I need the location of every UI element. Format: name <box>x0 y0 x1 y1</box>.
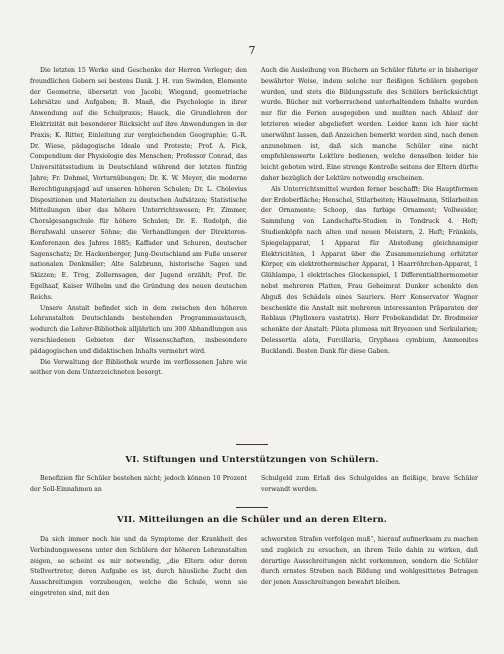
paragraph-program-exchange: Unsere Anstalt befindet sich in dem zwischen den höheren Lehranstalten Deutschlands bestehenden Programmaustausch, wodurch die Lehrer-Bibliothek alljährlich um 300 Abhandlungen aus verschiedenen Gebieten der Wissenschaften, insbesondere pädagogischen und didaktischen Inhalts vermehrt wird. <box>30 304 247 355</box>
section-vii-body <box>30 535 478 643</box>
section-divider <box>236 444 268 445</box>
paragraph-teaching-aids: Als Unterrichtsmittel wurden ferner beschafft: Die Hauptformen der Erdoberfläche; Henschel, Stilarbeiten; Häuselmann, Stilarbeiten der Ornamente; Schoop, das farbige Ornament; Vollweider, Sammlung von Landschafts-Studien in Tondruck 4. Heft; Studienköpfe nach alten und neuen Meistern, 2. Heft; Fränkels, Spiegelapparat, 1 Apparat für Abstoßung gleichnamiger Elektricitäten, 1 Apparat über die Zusammenziehung erhitzter Körper, ein elektrothermischer Apparat, 1 Haarröhrchen-Apparat, 1 Glühlampe, 1 elektrisches Glockenspiel, 1 Differentialthermometer nebst mehreren Platten, Frau Geheimrat Dunker schenkte den Abguß des Schädels eines Sauriers. Herr Konservator Wagner beschenkte die Anstalt mit mehreren interessanten Präparaten der Reblaus (Phylloxera vastatrix). Herr Probekandidat Dr. Brodmeier schenkte der Anstalt: Pilota plumosa mit Bryozoen und Serkularien; Delessertia alata, Furcillaria, Gryphaea cymbium, Ammonites Bucklandi. Besten Dank für diese Gaben. <box>261 185 478 355</box>
left-column <box>30 66 247 438</box>
left-column <box>30 474 247 500</box>
right-column <box>261 66 478 438</box>
paragraph-benefits-cont: Schulgeld zum Erlaß des Schulgeldes an fleißige, brave Schüler verwandt werden. <box>261 475 478 493</box>
paragraph-lending: Auch die Ausleihung von Büchern an Schüler führte er in bisheriger bewährter Weise, indem solche nur fleißigen Schülern gegeben wurden, und stets die Bildungsstufe des Schülers berücksichtigt wurde. Bücher mit vorherrschend unterhaltendem Inhalte wurden nur für die Ferien ausgegeben und mußten nach Ablauf der letzteren wieder abgeliefert werden. Leider kann ich hier nicht unerwähnt lassen, daß Anzeichen bemerkt worden sind, nach denen anzunehmen ist, daß sich manche Schüler eine nicht empfehlenswerte Lektüre bedienen, welche denselben leider hie leicht geboten wird. Eine strenge Kontrolle seitens der Eltern dürfte daher bezüglich der Lektüre notwendig erscheinen. <box>261 67 478 182</box>
paragraph-gifts: Die letzten 15 Werke sind Geschenke der Herren Verleger; den freundlichen Gebern sei bestens Dank. J. H. van Swinden, Elemente der Geometrie, übersetzt von Jacobi; Wiegand, geometrische Lehrsätze und Aufgaben; B. Maaß, die Psychologie in ihrer Anwendung auf die Schulpraxis; Hauck, die Grundlehren der Elektrizität mit besonderer Rücksicht auf ihre Anwendungen in der Praxis; K. Ritter, Einleitung zur vergleichenden Geographie; G.-R. Dr. Wiese, pädagogische Ideale und Proteste; Prof. A. Fick, Compendium der Physiologie des Menschen; Professor Conrad, das Universitätsstudium in Deutschland während der letzten fünfzig Jahre; Fr. Dohmel, Vorturnübungen; Dr. K. W. Meyer, die moderne Berechtigungsjagd auf unseren höheren Schulen; Dr. L. Cholevius Dispositionen und Materialien zu deutschen Aufsätzen; Statistische Mitteilungen über das höhere Unterrichtswesen; Fr. Zimmer, Choralgesangschule für höhere Schulen; Dr. E. Rudolph, die Berufswahl unserer Söhne; die Verhandlungen der Direktoren-Konferenzen des Jahres 1885; Kaffader und Schuren, deutscher Sagenschatz; Dr. Hackenberger, Jung-Deutschland am Fuße unserer nationalen Denkmäler; Alte Salzbrunn, historische Sagen und Skizzen; E. Trog, Zollernsagen, der Jugend erzählt; Prof. Dr. Egelhaaf, Kaiser Wilhelm und die Gründung des neuen deutschen Reichs. <box>30 67 247 301</box>
paragraph-notice: Da sich immer noch hie und da Symptome der Krankheit des Verbindungswesens unter den Schülern der höheren Lehranstalten zeigen, so scheint es mir notwendig, „die Eltern oder deren Stellvertreter, deren Aufgabe es ist, durch häusliche Zucht den Ausschreitungen vorzubeugen, welche die Schule, wenn sie eingetreten sind, mit den <box>30 536 247 597</box>
paragraph-benefits: Benefizien für Schüler bestehen nicht; jedoch können 10 Prozent der Soll-Einnahmen an <box>30 475 247 493</box>
right-column <box>261 535 478 643</box>
section-divider <box>236 507 268 508</box>
paragraph-library-admin: Die Verwaltung der Bibliothek wurde im verflossenen Jahre wie seither von dem Unterzeichneten besorgt. <box>30 358 247 377</box>
left-column <box>30 535 247 643</box>
library-section <box>30 66 478 438</box>
right-column <box>261 474 478 500</box>
section-vi-body <box>30 474 478 500</box>
page-number: 7 <box>248 44 256 57</box>
section-vi-heading: VI. Stiftungen und Unterstützungen von Schülern. <box>125 455 379 465</box>
section-vii-heading: VII. Mitteilungen an die Schüler und an deren Eltern. <box>117 515 387 525</box>
paragraph-notice-cont: schwersten Strafen verfolgen muß“, hierauf aufmerksam zu machen und zugleich zu ersuchen, an ihrem Teile dahin zu wirken, daß derartige Ausschreitungen nicht vorkommen, sondern die Schüler durch ernstes Streben nach Bildung und wohlgesittetes Betragen der jenen Ausschreitungen bewahrt bleiben. <box>261 536 478 587</box>
